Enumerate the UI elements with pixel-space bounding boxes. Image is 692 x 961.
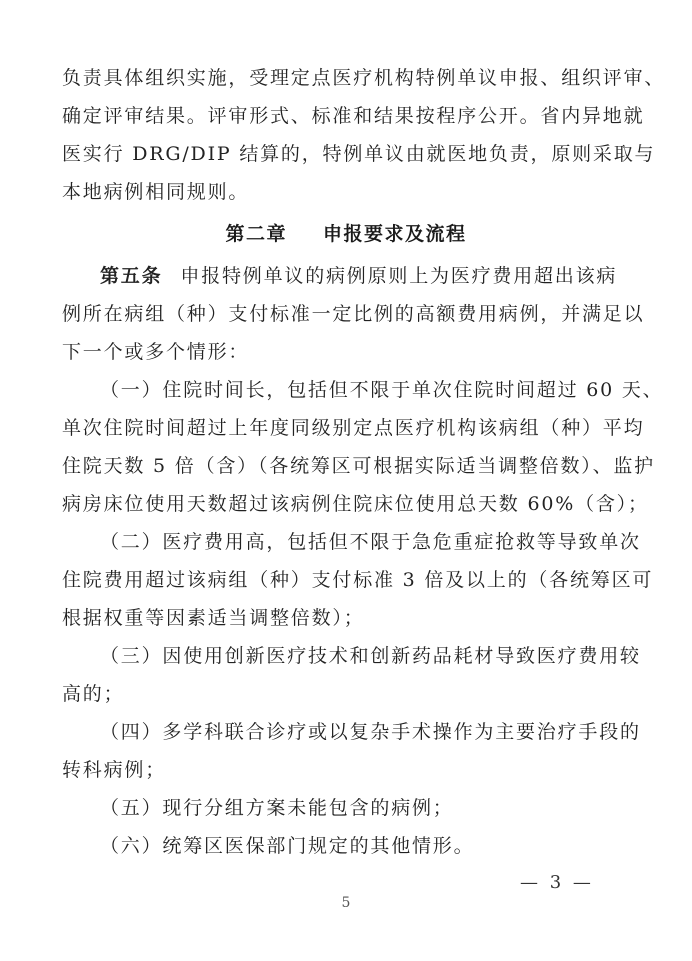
- paragraph-line: 负责具体组织实施，受理定点医疗机构特例单议申报、组织评审、: [62, 67, 666, 89]
- list-item-first-line: （二）医疗费用高，包括但不限于急危重症抢救等导致单次: [100, 531, 641, 553]
- list-item-line: 病房床位使用天数超过该病例住院床位使用总天数 60%（含）；: [62, 493, 649, 515]
- list-item-line: 单次住院时间超过上年度同级别定点医疗机构该病组（种）平均: [62, 417, 645, 439]
- paragraph-line: 例所在病组（种）支付标准一定比例的高额费用病例，并满足以: [62, 303, 645, 325]
- list-item-first-line: （一）住院时间长，包括但不限于单次住院时间超过 60 天、: [100, 379, 664, 401]
- list-item-line: 住院天数 5 倍（含）（各统筹区可根据实际适当调整倍数）、监护: [62, 455, 655, 477]
- list-item-line: 高的；: [62, 683, 125, 705]
- footer-page-number: — 3 —: [520, 872, 594, 893]
- paragraph-line: 下一个或多个情形：: [62, 341, 250, 363]
- paragraph-line: 确定评审结果。评审形式、标准和结果按程序公开。省内异地就: [62, 105, 645, 127]
- article-5-first-line: [100, 264, 637, 288]
- article-label: 第五条: [100, 265, 163, 287]
- list-item-line: 转科病例；: [62, 759, 167, 781]
- paragraph-line: 本地病例相同规则。: [62, 181, 250, 203]
- chapter-heading: [0, 219, 692, 246]
- paragraph-line: 医实行 DRG/DIP 结算的，特例单议由就医地负责，原则采取与: [62, 143, 656, 165]
- list-item-line: 住院费用超过该病组（种）支付标准 3 倍及以上的（各统筹区可: [62, 569, 654, 591]
- list-item-first-line: （五）现行分组方案未能包含的病例；: [100, 797, 454, 819]
- chapter-title: 申报要求及流程: [323, 223, 467, 245]
- list-item-line: 根据权重等因素适当调整倍数）；: [62, 607, 365, 629]
- scan-page-number: 5: [341, 895, 351, 911]
- chapter-number: 第二章: [225, 223, 287, 245]
- list-item-first-line: （三）因使用创新医疗技术和创新药品耗材导致医疗费用较: [100, 645, 641, 667]
- list-item-first-line: （六）统筹区医保部门规定的其他情形。: [100, 835, 475, 857]
- list-item-first-line: （四）多学科联合诊疗或以复杂手术操作为主要治疗手段的: [100, 721, 641, 743]
- article-text: 申报特例单议的病例原则上为医疗费用超出该病: [180, 265, 618, 287]
